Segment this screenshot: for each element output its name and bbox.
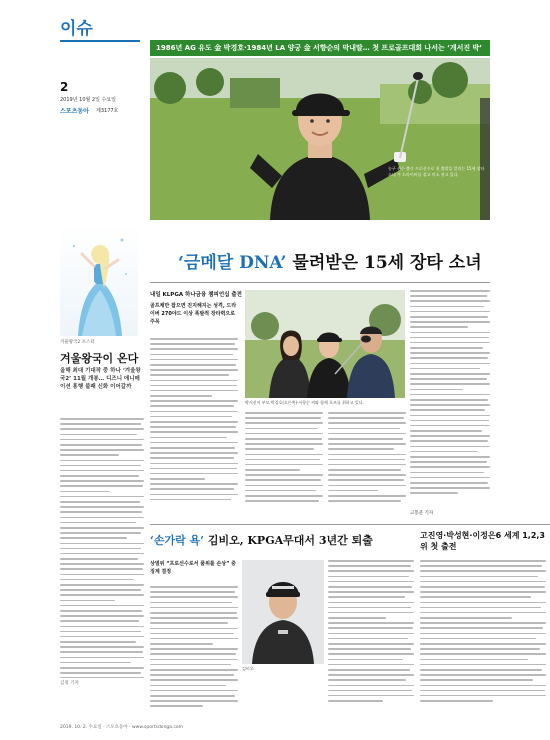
page-footer: 2019. 10. 2. 수요일 · 스포츠동아 · www.sportsdonga.com [60, 725, 184, 730]
main-kicker: 내일 KLPGA 하나금융 챔피언십 출전 [150, 292, 242, 298]
main-body-col-1 [150, 338, 238, 510]
page-number: 2 [60, 80, 69, 94]
top-banner-text: 1986년 AG 유도 金 박경호·1984년 LA 양궁 金 서향순의 막내딸… 첫 프로골프대회 나서는 ‘개서진 박’ [156, 44, 482, 52]
story3-body [420, 560, 546, 712]
main-body-col-4 [410, 290, 490, 508]
section-title: 이슈 [60, 19, 93, 39]
main-headline [178, 248, 482, 273]
main-body-col-2 [245, 412, 323, 508]
elsa-image-caption: 겨울왕국2 포스터 [60, 340, 95, 345]
issue-number: 제3177호 [96, 108, 119, 114]
kimbio-photo-caption: 김비오 [242, 666, 254, 671]
frozen-elsa-image [60, 226, 138, 336]
main-deck: 골프채만 잡으면 진지해지는 성격, 드라이버 270야드 이상 폭발적 장타력으로 주목 [150, 303, 237, 325]
story2-body-col-2 [328, 560, 414, 712]
main-photo-caption: 농구 선수 출신 프로선수로 첫 출발을 알리는 15세 장타 소녀 가 드라이버를 잡고 미소 짓고 있다. [388, 166, 485, 177]
family-photo-caption: 박서진이 부모 박경호(오른쪽)·서향순 씨와 함께 포즈를 취하고 있다. [245, 400, 364, 405]
bottom-rule [150, 524, 550, 525]
story3-headline: 고진영·박성현·이정은6 세계 1,2,3위 첫 출전 [420, 531, 545, 551]
main-byline: 고봉준 기자 [410, 511, 434, 516]
main-body-col-3 [328, 412, 406, 508]
main-headline-rest: 물려받은 15세 장타 소녀 [286, 253, 482, 273]
paper-name: 스포츠동아 [60, 108, 89, 115]
sidebar-body-text [60, 418, 144, 678]
issue-date: 2019년 10월 2일 수요일 [60, 97, 117, 103]
sidebar-headline: 겨울왕국이 온다 [60, 352, 139, 365]
main-headline-quote: ‘금메달 DNA’ [178, 253, 287, 273]
kimbio-photo [242, 560, 324, 664]
family-photo [245, 290, 405, 398]
headline-rule [150, 282, 490, 283]
top-banner [150, 40, 490, 56]
story2-headline [150, 532, 373, 548]
sidebar-subhead: 올해 최대 기대작 중 하나 ‘겨울왕국2’ 11월 개봉… 디즈니 애니메이션 흥행 불패 신화 이어갈까 [60, 368, 141, 390]
story2-subhead: 상벌위 “프로선수로서 품위를 손상” 중징계 결정 [150, 561, 236, 575]
golfer-main-photo [150, 58, 490, 220]
story2-body-col-1 [150, 586, 238, 712]
story2-headline-quote: ‘손가락 욕’ [150, 534, 204, 547]
sidebar-byline: 김정 기자 [60, 681, 79, 686]
story2-headline-rest: 김비오, KPGA무대서 3년간 퇴출 [204, 534, 373, 547]
section-rule [60, 40, 140, 42]
